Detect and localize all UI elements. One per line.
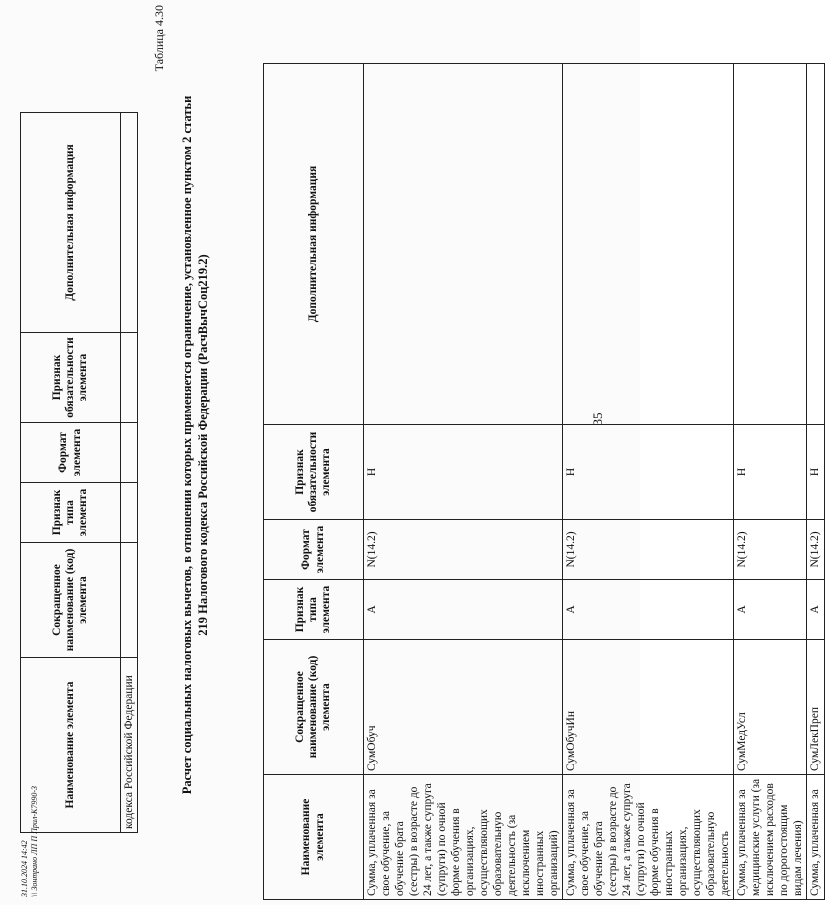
row-info xyxy=(563,64,734,425)
row-type: А xyxy=(734,580,807,640)
row-code: СумМедУсл xyxy=(734,640,807,775)
top-empty-cell xyxy=(121,423,138,483)
row-format: N(14.2) xyxy=(364,520,563,580)
table-row xyxy=(364,64,563,900)
row-info xyxy=(734,64,807,425)
row-format: N(14.2) xyxy=(734,520,807,580)
main-header-code: Сокращенное наименование (код) элемента xyxy=(264,640,364,775)
row-info xyxy=(807,64,824,425)
footer-date: 31.10.2024 14:42 xyxy=(20,840,29,897)
main-header-type: Признак типа элемента xyxy=(264,580,364,640)
row-name: Сумма, уплаченная за xyxy=(807,775,824,900)
row-required: Н xyxy=(563,425,734,520)
top-table-header-row xyxy=(21,113,121,833)
table-title: Расчет социальных налоговых вычетов, в отношении которых применяется ограничение, установленное пунктом 2 статьи 219 Налогового кодекса Российской Федерации (РасчВычСоц219.2) xyxy=(180,95,210,795)
row-name: Сумма, уплаченная за свое обучение, за обучение брата (сестры) в возрасте до 24 лет, а также супруга (супруги) по очной форме обучения в организациях, осуществляющих образовательную деятельность (за исключением иностранных организаций) xyxy=(364,775,563,900)
row-code: СумЛекПреп xyxy=(807,640,824,775)
top-table-row xyxy=(121,113,138,833)
main-header-format: Формат элемента xyxy=(264,520,364,580)
table-caption: Таблица 4.30 xyxy=(152,5,166,72)
table-row xyxy=(807,64,824,900)
row-name: Сумма, уплаченная за свое обучение, за обучение брата (сестры) в возрасте до 24 лет, а также супруга (супруги) по очной форме обучения в иностранных организациях, осуществляющих образовательную деятельность xyxy=(563,775,734,900)
top-header-code: Сокращенное наименование (код) элемента xyxy=(21,543,121,658)
main-header-name: Наименование элемента xyxy=(264,775,364,900)
main-table xyxy=(263,63,825,900)
top-empty-cell xyxy=(121,333,138,423)
row-required: Н xyxy=(364,425,563,520)
top-header-name: Наименование элемента xyxy=(21,658,121,833)
main-header-required: Признак обязательности элемента xyxy=(264,425,364,520)
main-table-header-row xyxy=(264,64,364,900)
top-header-type: Признак типа элемента xyxy=(21,483,121,543)
top-empty-cell xyxy=(121,483,138,543)
row-format: N(14.2) xyxy=(807,520,824,580)
top-empty-cell xyxy=(121,543,138,658)
row-required: Н xyxy=(734,425,807,520)
table-row xyxy=(563,64,734,900)
row-type: А xyxy=(563,580,734,640)
row-type: А xyxy=(364,580,563,640)
row-required: Н xyxy=(807,425,824,520)
top-table xyxy=(20,112,138,833)
row-format: N(14.2) xyxy=(563,520,734,580)
row-type: А xyxy=(807,580,824,640)
row-info xyxy=(364,64,563,425)
top-header-format: Формат элемента xyxy=(21,423,121,483)
row-name: Сумма, уплаченная за медицинские услуги (за исключением расходов по дорогостоящим видам лечения) xyxy=(734,775,807,900)
top-continuation-text: кодекса Российской Федерации xyxy=(121,658,138,833)
top-empty-cell xyxy=(121,113,138,333)
table-row xyxy=(734,64,807,900)
row-code: СумОбучИн xyxy=(563,640,734,775)
footer-stamp xyxy=(20,786,39,897)
top-header-info: Дополнительная информация xyxy=(21,113,121,333)
top-header-required: Признак обязательности элемента xyxy=(21,333,121,423)
footer-path: \\ Зонтрано ЛП П Прил-К7990-3 xyxy=(29,786,39,897)
main-header-info: Дополнительная информация xyxy=(264,64,364,425)
row-code: СумОбуч xyxy=(364,640,563,775)
page-number: 35 xyxy=(590,412,605,426)
